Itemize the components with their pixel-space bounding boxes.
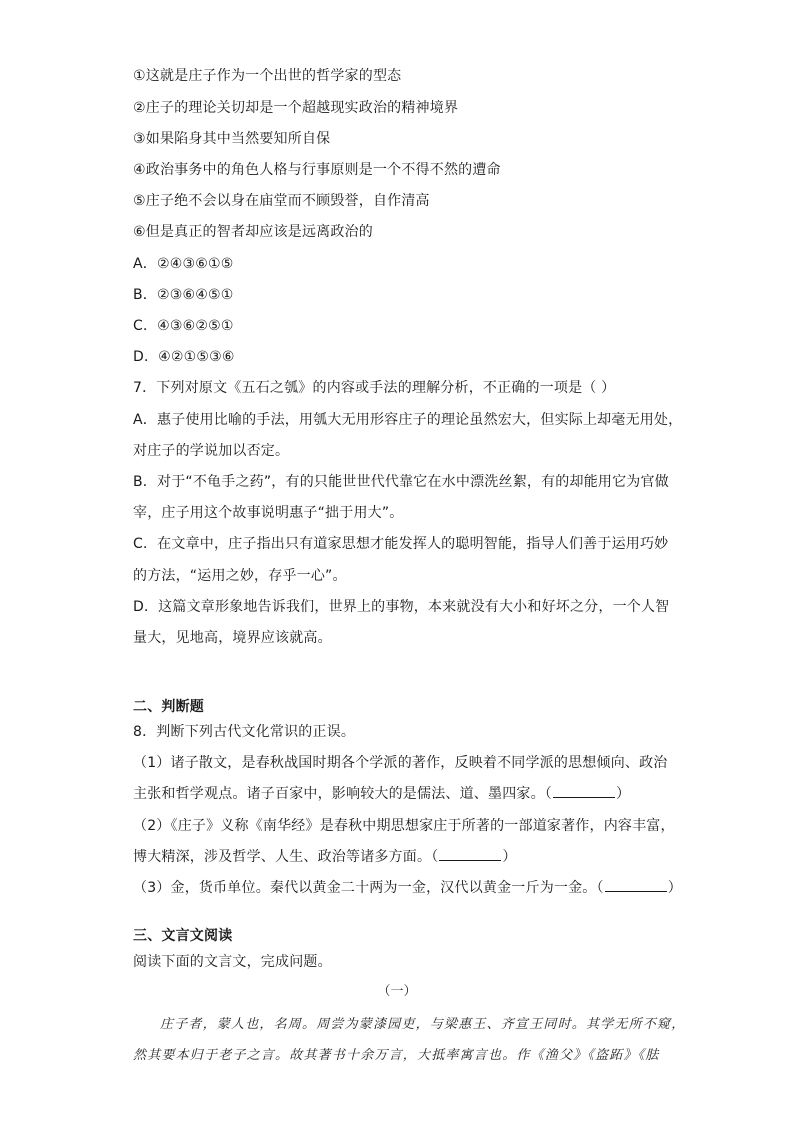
sort-item-6: ⑥但是真正的智者却应该是远离政治的 xyxy=(133,224,373,240)
sort-item-1: ①这就是庄子作为一个出世的哲学家的型态 xyxy=(133,68,402,84)
section-3-heading: 三、文言文阅读 xyxy=(133,928,233,944)
q7-option-a-line2: 对庄子的学说加以否定。 xyxy=(133,443,290,459)
q7-option-c-line1: C．在文章中，庄子指出只有道家思想才能发挥人的聪明智能，指导人们善于运用巧妙 xyxy=(133,536,669,552)
q6-option-a: A．②④③⑥①⑤ xyxy=(133,256,234,272)
q8-item-1-answer-blank[interactable] xyxy=(553,785,615,798)
q8-item-2-answer-blank[interactable] xyxy=(439,848,501,861)
q8-item-1-line1: （1）诸子散文，是春秋战国时期各个学派的著作，反映着不同学派的思想倾向、政治 xyxy=(133,755,668,771)
section-3-intro: 阅读下面的文言文，完成问题。 xyxy=(133,954,332,970)
q8-stem: 8．判断下列古代文化常识的正误。 xyxy=(133,724,356,740)
q6-option-d: D．④②①⑤③⑥ xyxy=(133,349,235,365)
q6-option-c: C．④③⑥②⑤① xyxy=(133,318,234,334)
q7-option-b-line2: 宰，庄子用这个故事说明惠子“拙于用大”。 xyxy=(133,505,404,521)
q7-option-a-line1: A．惠子使用比喻的手法，用瓠大无用形容庄子的理论虽然宏大，但实际上却毫无用处， xyxy=(133,412,683,428)
q7-option-d-line2: 量大，见地高，境界应该就高。 xyxy=(133,630,332,646)
q8-item-2-text: 博大精深，涉及哲学、人生、政治等诸多方面。（ xyxy=(133,849,439,865)
sort-item-3: ③如果陷身其中当然要知所自保 xyxy=(133,131,331,147)
section-2-heading: 二、判断题 xyxy=(133,699,204,715)
q6-option-b: B．②③⑥④⑤① xyxy=(133,287,234,303)
passage-part-label: （一） xyxy=(377,984,417,999)
sort-item-2: ②庄子的理论关切却是一个超越现实政治的精神境界 xyxy=(133,100,459,116)
q7-stem: 7．下列对原文《五石之瓠》的内容或手法的理解分析，不正确的一项是（ ） xyxy=(133,380,616,396)
q7-option-d-line1: D．这篇文章形象地告诉我们，世界上的事物，本来就没有大小和好坏之分，一个人智 xyxy=(133,599,670,615)
q7-option-c-line2: 的方法，“运用之妙，存乎一心”。 xyxy=(133,568,347,584)
passage-line-1: 庄子者，蒙人也，名周。周尝为蒙漆园吏，与梁惠王、齐宣王同时。其学无所不窥， xyxy=(160,1017,686,1032)
q8-item-1-close: ） xyxy=(616,786,631,802)
q8-item-2-line1: （2）《庄子》义称《南华经》是春秋中期思想家庄于所著的一部道家著作，内容丰富， xyxy=(133,818,675,834)
q8-item-3-close: ） xyxy=(667,880,682,896)
q8-item-1-line2 xyxy=(133,784,630,804)
q8-item-1-text: 主张和哲学观点。诸子百家中，影响较大的是儒法、道、墨四家。（ xyxy=(133,786,552,802)
sort-item-4: ④政治事务中的角色人格与行事原则是一个不得不然的遭命 xyxy=(133,162,501,178)
q8-item-2-line2 xyxy=(133,847,517,867)
q7-option-b-line1: B．对于“不龟手之药”，有的只能世世代代靠它在水中漂洗丝絮，有的却能用它为官做 xyxy=(133,474,669,490)
sort-item-5: ⑤庄子绝不会以身在庙堂而不顾毁誉，自作清高 xyxy=(133,193,430,209)
q8-item-2-close: ） xyxy=(502,849,517,865)
q8-item-3-answer-blank[interactable] xyxy=(605,879,667,892)
q8-item-3-text: （3）金，货币单位。秦代以黄金二十两为一金，汉代以黄金一斤为一金。（ xyxy=(133,880,604,896)
q8-item-3 xyxy=(133,878,682,898)
passage-line-2: 然其要本归于老子之言。故其著书十余万言，大抵率寓言也。作《渔父》《盗跖》《胠 xyxy=(133,1048,660,1063)
